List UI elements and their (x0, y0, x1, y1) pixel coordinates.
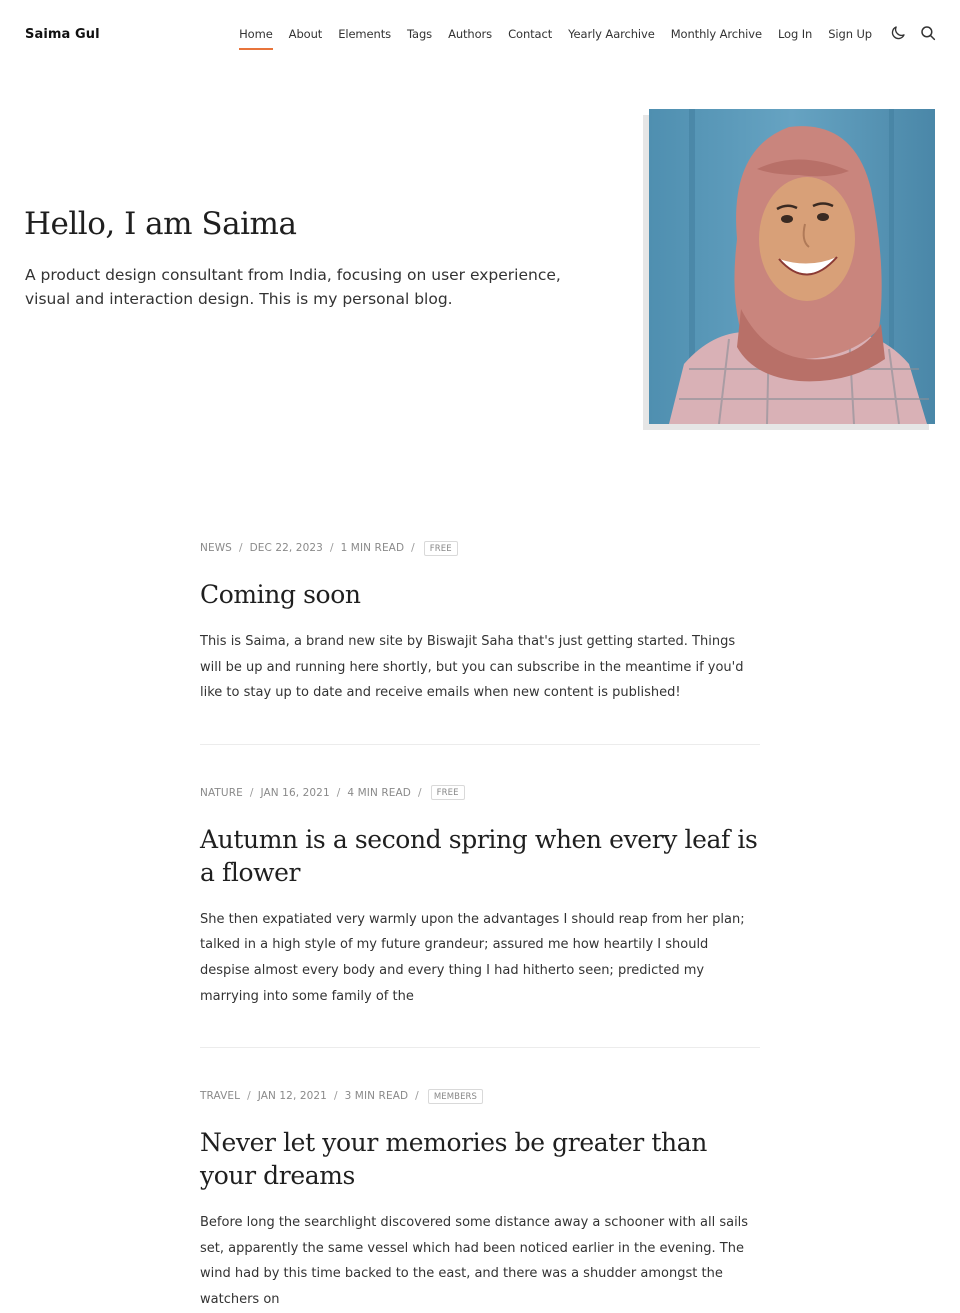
hero-title: Hello, I am Saima (24, 206, 297, 242)
meta-separator: / (411, 542, 415, 554)
meta-separator: / (247, 1090, 251, 1103)
site-title[interactable]: Saima Gul (25, 27, 100, 42)
post-tag[interactable]: NATURE (200, 786, 243, 799)
post-feed (200, 540, 760, 1313)
access-badge: FREE (431, 785, 465, 800)
post-title[interactable]: Never let your memories be greater than your dreams (200, 1128, 707, 1191)
post-read-time: 4 MIN READ (347, 786, 411, 799)
author-photo (643, 109, 935, 430)
nav-item-tags[interactable]: Tags (407, 27, 433, 41)
post-date: JAN 12, 2021 (257, 1090, 327, 1103)
post-read-time: 1 MIN READ (340, 542, 405, 554)
meta-separator: / (238, 542, 243, 554)
post-read-time: 3 MIN READ (344, 1090, 409, 1103)
access-badge: FREE (424, 541, 458, 556)
hero-text: A product design consultant from India, focusing on user experience, visual and interaction design. This is my personal blog. (25, 266, 561, 308)
post-meta (200, 1088, 760, 1104)
divider (200, 744, 760, 745)
post-tag[interactable]: NEWS (200, 542, 232, 554)
meta-separator: / (249, 786, 254, 799)
post-card (200, 1088, 760, 1312)
access-badge: MEMBERS (428, 1089, 483, 1104)
divider (200, 1047, 760, 1048)
avatar (649, 109, 935, 424)
post-excerpt: Before long the searchlight discovered some distance away a schooner with all sails set, apparently the same vessel which had been noticed earlier in the evening. The wind had by this time backed to the east, and there was a shudder amongst the watchers on (200, 1215, 749, 1307)
post-excerpt: This is Saima, a brand new site by Biswajit Saha that's just getting started. Things will be up and running here shortly, but you can subscribe in the meantime if you'd like to stay up to date and receive emails when new content is published! (200, 634, 744, 701)
nav-item-authors[interactable]: Authors (448, 27, 493, 41)
search-icon[interactable] (919, 24, 937, 42)
nav-item-sign-up[interactable]: Sign Up (828, 27, 872, 41)
post-meta (200, 785, 760, 801)
post-excerpt: She then expatiated very warmly upon the advantages I should reap from her plan; talked in a high style of my future grandeur; assured me how heartily I should despise almost every body and every thing I had hitherto seen; predicted my marrying into some family of the (200, 911, 745, 1004)
main-nav (239, 27, 872, 41)
nav-item-contact[interactable]: Contact (508, 27, 553, 41)
meta-separator: / (333, 1090, 338, 1103)
post-card (200, 540, 760, 745)
nav-item-log-in[interactable]: Log In (777, 27, 813, 41)
nav-item-home[interactable]: Home (239, 27, 273, 41)
nav-item-about[interactable]: About (288, 27, 323, 41)
post-card (200, 785, 760, 1048)
nav-item-yearly-archive[interactable]: Yearly Aarchive (568, 27, 655, 41)
post-date: JAN 16, 2021 (260, 786, 330, 799)
meta-separator: / (329, 542, 334, 554)
post-title[interactable]: Coming soon (200, 580, 361, 609)
meta-separator: / (417, 786, 422, 799)
moon-icon[interactable] (889, 24, 907, 42)
post-date: DEC 22, 2023 (249, 542, 323, 554)
post-meta (200, 540, 760, 556)
meta-separator: / (336, 786, 341, 799)
site-header (0, 0, 960, 70)
post-title[interactable]: Autumn is a second spring when every leaf is a flower (200, 824, 758, 887)
post-tag[interactable]: TRAVEL (200, 1090, 241, 1103)
nav-item-monthly-archive[interactable]: Monthly Archive (670, 27, 762, 41)
nav-item-elements[interactable]: Elements (338, 27, 391, 41)
meta-separator: / (415, 1090, 419, 1103)
